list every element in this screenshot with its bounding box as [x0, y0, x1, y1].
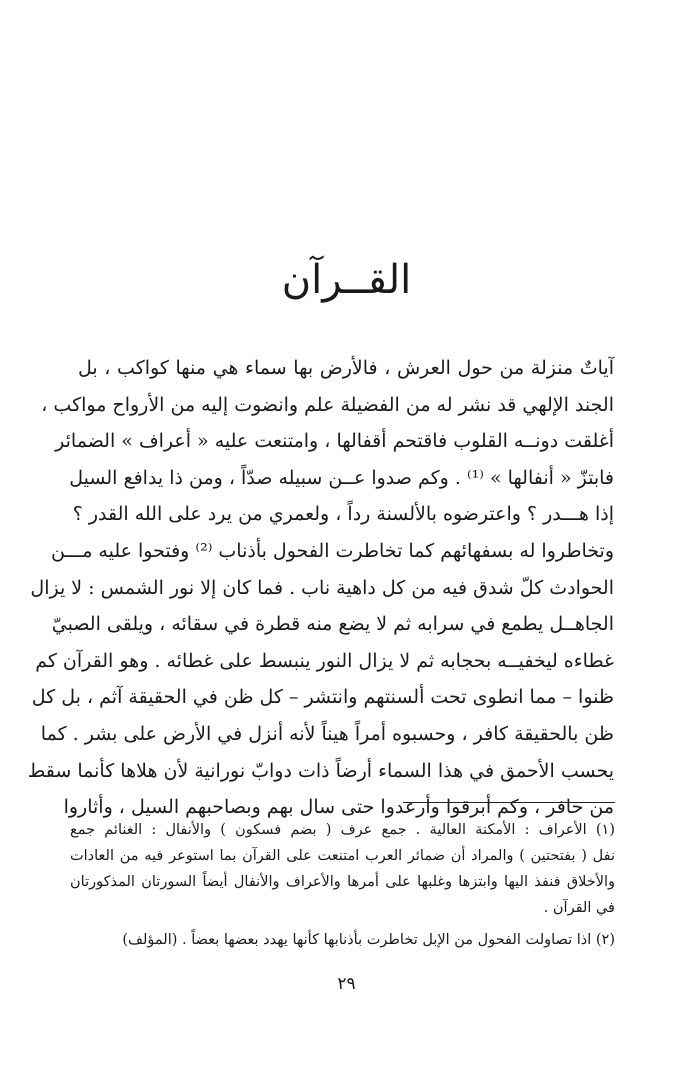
page-number: ٢٩ — [337, 974, 356, 994]
body-line: الجاهــل يطمع في سرابه ثم لا يضع منه قطرة في سقائه ، ويلقى الصبيّ — [51, 613, 614, 636]
footnotes — [70, 817, 615, 953]
footnote-separator — [403, 802, 615, 803]
chapter-title: القــرآن — [281, 257, 412, 303]
footnote-1-line: نفل ( بفتحتين ) والمراد أن ضمائر العرب امتنعت على القرآن بما استوعر فيه من العادات — [70, 848, 615, 864]
footnote-1-line: (١) الأعراف : الأمكنة العالية . جمع عرف ( بضم فسكون ) والأنفال : الغنائم جمع — [70, 822, 615, 838]
body-line: فابتزّ « أنفالها » ⁽¹⁾ . وكم صدوا عــن سبيله صدّاً ، ومن ذا يدافع السيل — [69, 466, 614, 489]
footnote-1-line: والأخلاق فنفذ اليها وابتزها وغلبها على أمرها والأعراف والأنفال أيضاً السورتان المذكورتان — [70, 874, 615, 890]
footnote-2: (٢) اذا تصاولت الفحول من الإبل تخاطرت بأذنابها كأنها يهدد بعضها بعضاً . (المؤلف) — [122, 932, 615, 948]
body-line: ظنوا – مما انطوى تحت ألسنتهم وانتشر – كل ظن في الحقيقة آثم ، بل كل — [31, 686, 614, 709]
body-line: إذا هـــدر ؟ واعترضوه بالألسنة رداً ، ولعمري من يرد على الله القدر ؟ — [72, 503, 614, 526]
body-line: الجند الإلهي قد نشر له من الفضيلة علم وانضوت إليه من الأرواح مواكب ، — [41, 393, 614, 416]
body-line: وتخاطروا له بسفهائهم كما تخاطرت الفحول بأذناب ⁽²⁾ وفتحوا عليه مـــن — [51, 539, 614, 562]
body-line: غطاءه ليخفيــه بحجابه ثم لا يزال النور ينبسط على غطائه . وهو القرآن كم — [35, 649, 614, 672]
body-line: آياتٌ منزلة من حول العرش ، فالأرض بها سماء هي منها كواكب ، بل — [78, 357, 614, 379]
body-text — [27, 350, 614, 826]
body-line: من حافر ، وكم أبرقوا وأرعدوا حتى سال بهم وبصاحبهم السيل ، وأثاروا — [63, 796, 614, 819]
body-line: ظن بالحقيقة كافر ، وحسبوه أمراً هيناً لأنه أنزل في الأرض على بشر . كما — [40, 722, 614, 745]
body-line: يحسب الأحمق في هذا السماء أرضاً ذات دوابّ نورانية لأن هلاها كأنما سقط — [27, 759, 614, 782]
body-line: الحوادث كلّ شدق فيه من كل داهية ناب . فما كان إلا نور الشمس : لا يزال — [30, 576, 614, 599]
footnote-1-line: في القرآن . — [543, 900, 615, 916]
body-line: أغلقت دونــه القلوب فاقتحم أقفالها ، وامتنعت عليه « أعراف » الضمائر — [55, 430, 614, 453]
